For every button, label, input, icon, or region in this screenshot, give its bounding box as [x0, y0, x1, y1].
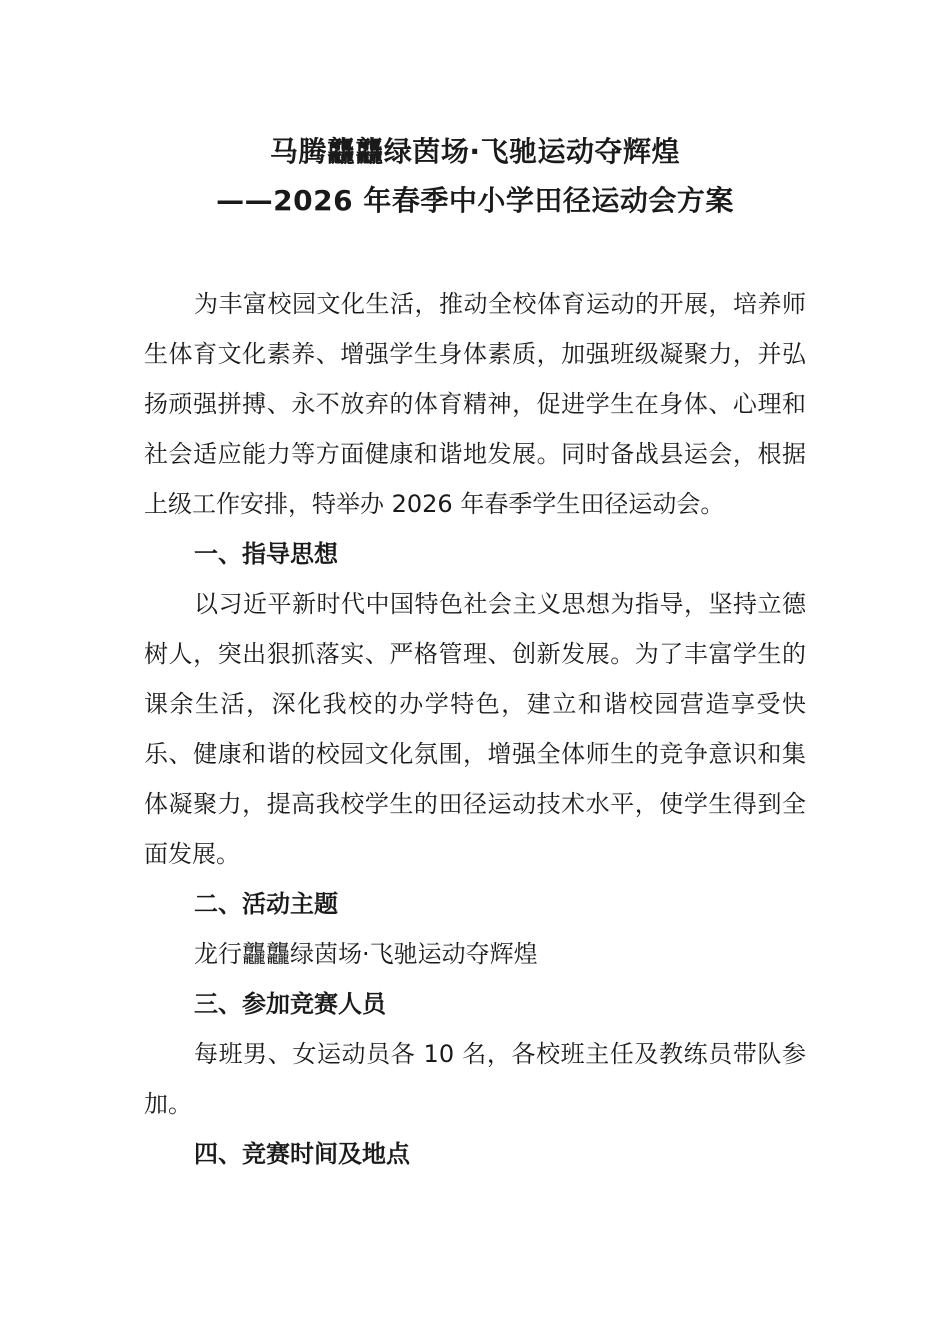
section-heading-guiding-ideology: 一、指导思想: [194, 540, 338, 568]
intro-paragraph: 为丰富校园文化生活，推动全校体育运动的开展，培养师生体育文化素养、增强学生身体素质，加强班级凝聚力，并弘扬顽强拼搏、永不放弃的体育精神，促进学生在身体、心理和社会适应能力等方面健康和谐地发展。同时备战县运会，根据上级工作安排，特举办 2026 年春季学生田径运动会。: [144, 290, 806, 518]
section-heading-time-and-place: 四、竞赛时间及地点: [194, 1140, 410, 1168]
section-text-participants: 每班男、女运动员各 10 名，各校班主任及教练员带队参加。: [144, 1040, 806, 1118]
section-heading-activity-theme: 二、活动主题: [194, 890, 338, 918]
document-subtitle: ——2026 年春季中小学田径运动会方案: [216, 184, 734, 217]
section-heading-participants: 三、参加竞赛人员: [194, 990, 386, 1018]
document-body: [144, 279, 806, 1179]
section-text-activity-theme: 龙行龘龘绿茵场·飞驰运动夺辉煌: [194, 940, 538, 968]
section-text-guiding-ideology: 以习近平新时代中国特色社会主义思想为指导，坚持立德树人，突出狠抓落实、严格管理、创新发展。为了丰富学生的课余生活，深化我校的办学特色，建立和谐校园营造享受快乐、健康和谐的校园文化氛围，增强全体师生的竞争意识和集体凝聚力，提高我校学生的田径运动技术水平，使学生得到全面发展。: [144, 590, 806, 868]
document-title: 马腾龘龘绿茵场·飞驰运动夺辉煌: [269, 135, 681, 168]
